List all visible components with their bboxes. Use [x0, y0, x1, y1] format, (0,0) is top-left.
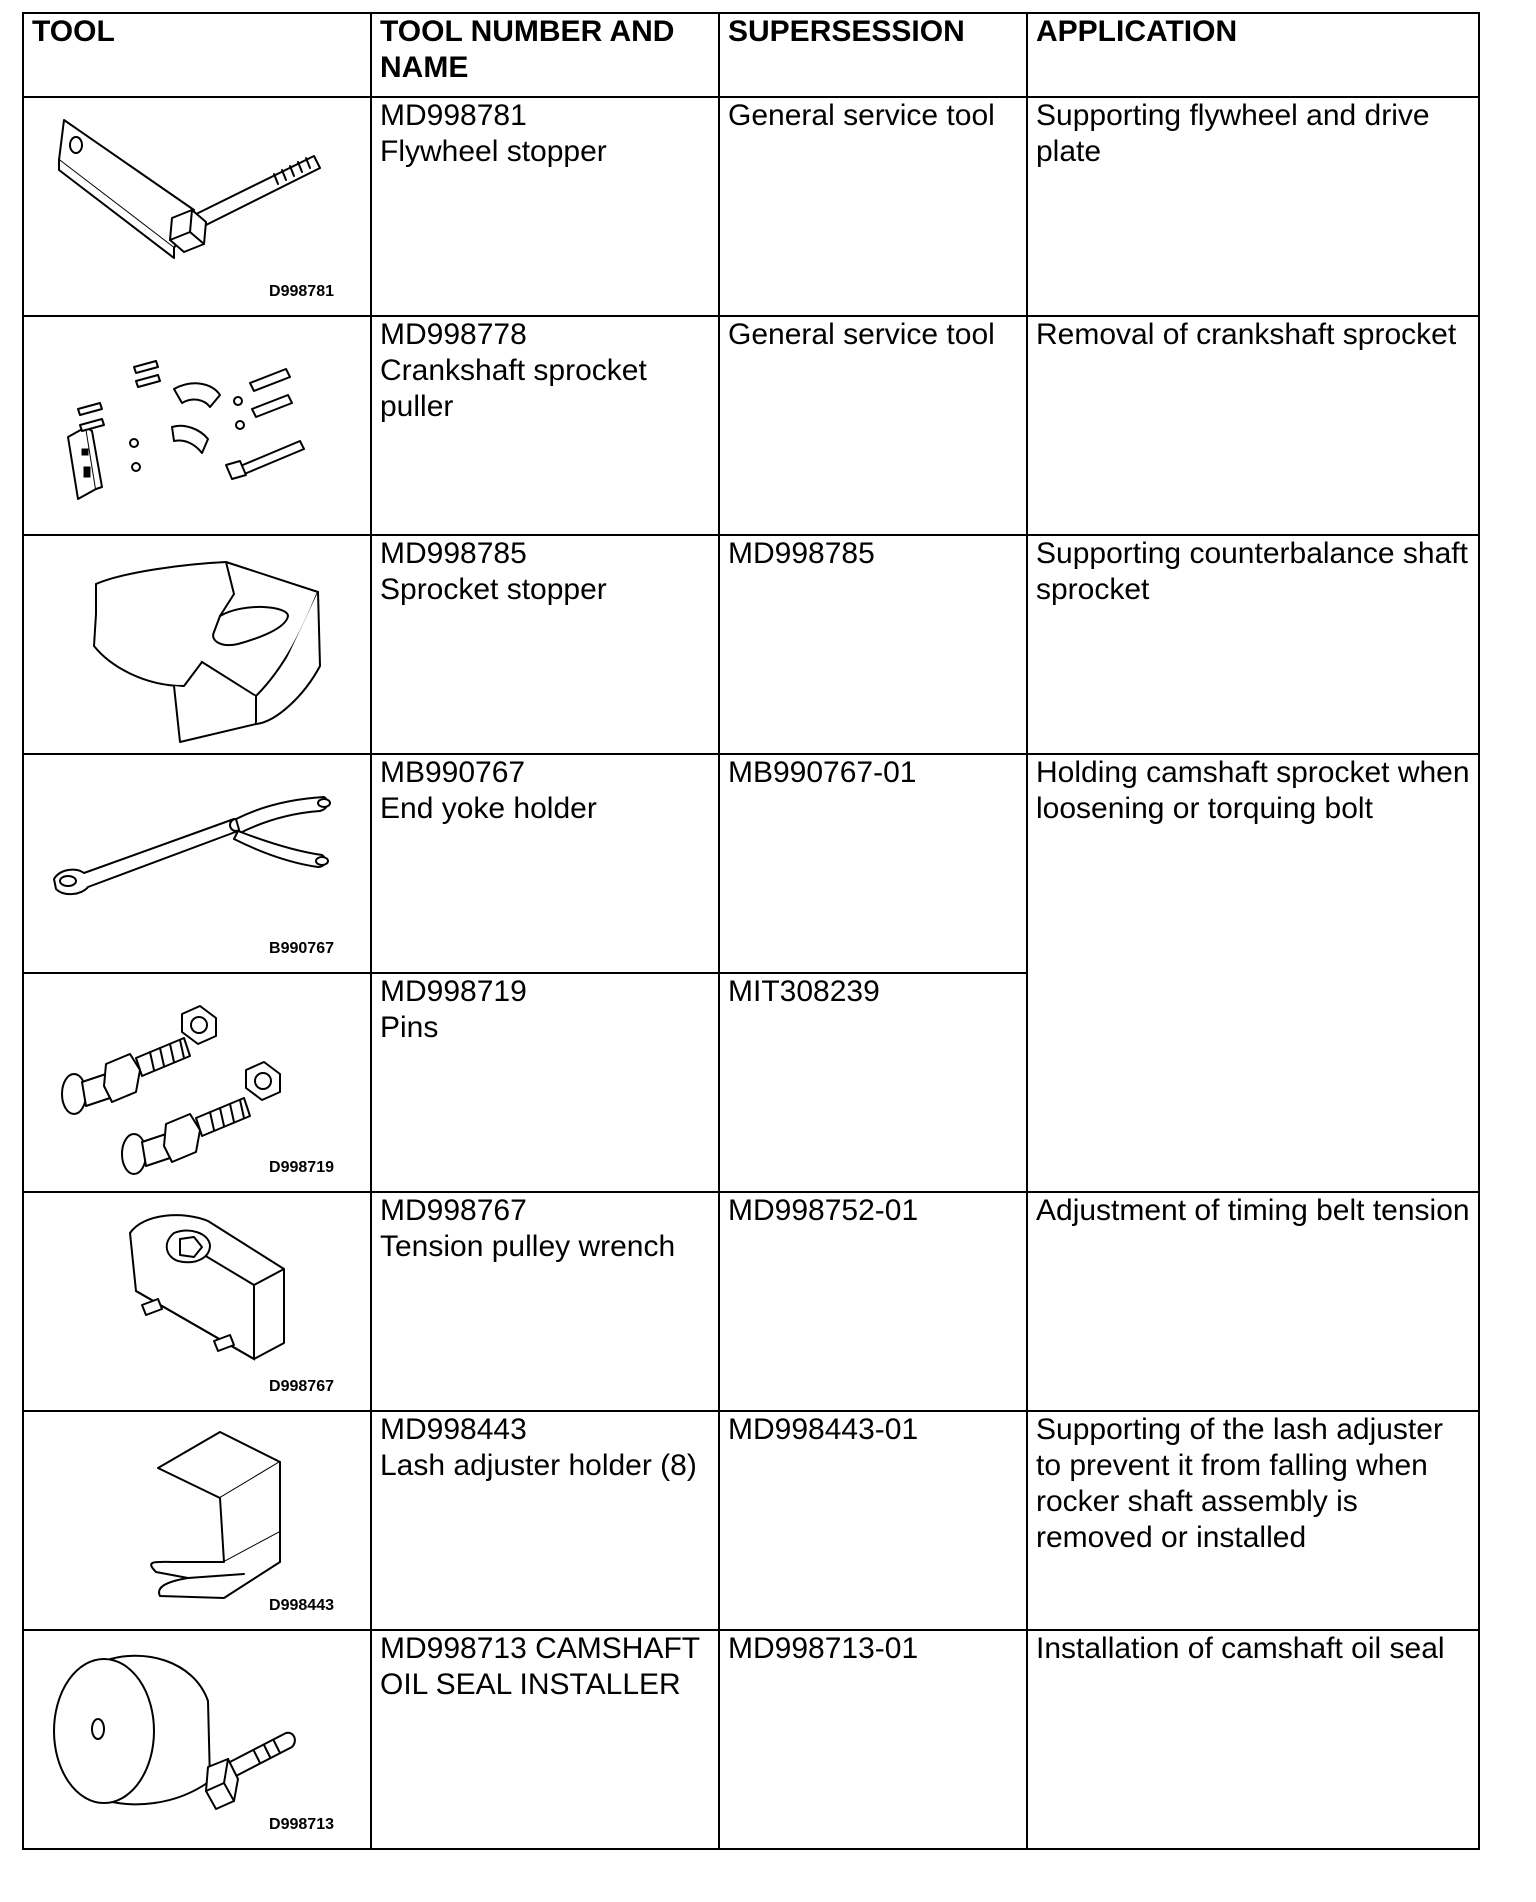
lash-adjuster-holder-illustration [24, 1412, 370, 1627]
camshaft-oil-seal-installer-illustration [24, 1631, 370, 1846]
tool-number: MD998778 [380, 318, 527, 351]
tool-image-cell [23, 1411, 371, 1630]
tool-image-cell [23, 1630, 371, 1849]
tool-image-cell [23, 973, 371, 1192]
supersession-cell: MB990767-01 [719, 754, 1027, 973]
supersession-cell: MD998785 [719, 535, 1027, 754]
table-row [23, 1411, 1479, 1630]
tool-number-name-cell [371, 1630, 719, 1849]
application-cell: Adjustment of timing belt tension [1027, 1192, 1479, 1411]
table-row [23, 1630, 1479, 1849]
header-supersession: SUPERSESSION [719, 13, 1027, 97]
supersession-cell: General service tool [719, 97, 1027, 316]
tool-image-cell [23, 1192, 371, 1411]
pins-illustration [24, 974, 370, 1189]
tool-number-name-cell [371, 973, 719, 1192]
tool-number: MD998713 CAMSHAFT OIL SEAL INSTALLER [380, 1632, 700, 1701]
flywheel-stopper-illustration [24, 98, 370, 313]
tool-name: Crankshaft sprocket puller [380, 354, 647, 423]
table-row [23, 97, 1479, 316]
supersession-cell: General service tool [719, 316, 1027, 535]
tool-image-cell [23, 754, 371, 973]
tool-image-code: D998443 [269, 1597, 334, 1614]
tool-number-name-cell [371, 97, 719, 316]
tool-number: MD998767 [380, 1194, 527, 1227]
supersession-cell: MIT308239 [719, 973, 1027, 1192]
end-yoke-holder-illustration [24, 755, 370, 970]
tool-number-name-cell [371, 1192, 719, 1411]
header-application: APPLICATION [1027, 13, 1479, 97]
tool-image-code: B990767 [269, 940, 334, 957]
tool-image-cell [23, 97, 371, 316]
tool-number: MD998785 [380, 537, 527, 570]
tool-number-name-cell [371, 754, 719, 973]
supersession-cell: MD998752-01 [719, 1192, 1027, 1411]
table-row [23, 1192, 1479, 1411]
application-cell: Supporting of the lash adjuster to prevent it from falling when rocker shaft assembly is removed or installed [1027, 1411, 1479, 1630]
application-cell: Supporting counterbalance shaft sprocket [1027, 535, 1479, 754]
tool-image-cell [23, 316, 371, 535]
tool-name: Pins [380, 1011, 439, 1044]
tool-image-code: D998719 [269, 1159, 334, 1176]
header-tool-number-and-name: TOOL NUMBER AND NAME [371, 13, 719, 97]
application-cell: Removal of crankshaft sprocket [1027, 316, 1479, 535]
tool-name: Tension pulley wrench [380, 1230, 676, 1263]
table-row [23, 316, 1479, 535]
application-cell: Installation of camshaft oil seal [1027, 1630, 1479, 1849]
crankshaft-sprocket-puller-illustration [24, 317, 370, 532]
tool-image-code: D998713 [269, 1816, 334, 1833]
tool-name: End yoke holder [380, 792, 597, 825]
special-tools-table [22, 12, 1480, 1850]
header-tool: TOOL [23, 13, 371, 97]
application-cell: Holding camshaft sprocket when loosening or torquing bolt [1027, 754, 1479, 1192]
table-header-row [23, 13, 1479, 97]
tool-name: Sprocket stopper [380, 573, 607, 606]
table-row [23, 754, 1479, 973]
tool-number: MD998719 [380, 975, 527, 1008]
table-row [23, 535, 1479, 754]
supersession-cell: MD998713-01 [719, 1630, 1027, 1849]
tool-number: MB990767 [380, 756, 526, 789]
tool-image-cell [23, 535, 371, 754]
tool-image-code: D998767 [269, 1378, 334, 1395]
tool-number-name-cell [371, 316, 719, 535]
supersession-cell: MD998443-01 [719, 1411, 1027, 1630]
tension-pulley-wrench-illustration [24, 1193, 370, 1408]
tool-image-code: D998781 [269, 283, 334, 300]
tool-number: MD998443 [380, 1413, 527, 1446]
tool-name: Flywheel stopper [380, 135, 607, 168]
application-cell: Supporting flywheel and drive plate [1027, 97, 1479, 316]
sprocket-stopper-illustration [24, 536, 370, 751]
tool-name: Lash adjuster holder (8) [380, 1449, 697, 1482]
tool-number-name-cell [371, 1411, 719, 1630]
tool-number-name-cell [371, 535, 719, 754]
tool-number: MD998781 [380, 99, 527, 132]
